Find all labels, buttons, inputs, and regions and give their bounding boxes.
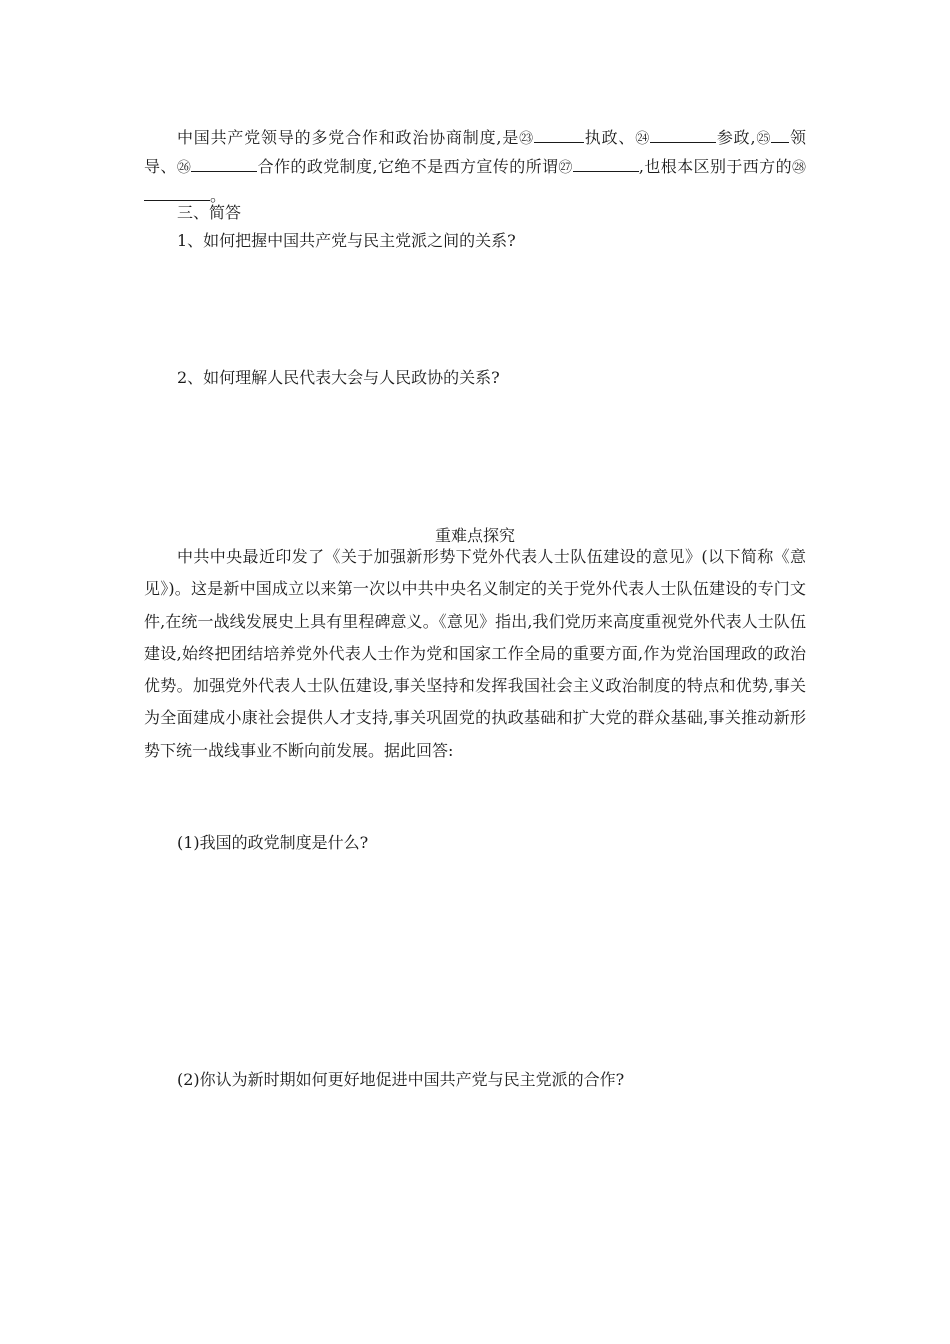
- blank-number: ㉕: [755, 131, 772, 147]
- question-1: 1、如何把握中国共产党与民主党派之间的关系?: [177, 231, 516, 250]
- blank-number: ㉓: [519, 131, 534, 147]
- sub-question-2: (2)你认为新时期如何更好地促进中国共产党与民主党派的合作?: [177, 1070, 625, 1089]
- paragraph-text: 合作的政党制度,它绝不是西方宣传的所谓: [257, 157, 559, 176]
- section-heading: 三、简答: [177, 203, 242, 222]
- sub-question-1: (1)我国的政党制度是什么?: [177, 833, 369, 852]
- material-passage: 中共中央最近印发了《关于加强新形势下党外代表人士队伍建设的意见》(以下简称《意见》)。这是新中国成立以来第一次以中共中央名义制定的关于党外代表人士队伍建设的专门文件,在统一战线发展史上具有里程碑意义。《意见》指出,我们党历来高度重视党外代表人士队伍建设,始终把团结培养党外代表人士作为党和国家工作全局的重要方面,作为党治国理政的政治优势。加强党外代表人士队伍建设,事关坚持和发挥我国社会主义政治制度的特点和优势,事关为全面建成小康社会提供人才支持,事关巩固党的执政基础和扩大党的群众基础,事关推动新形势下统一战线事业不断向前发展。据此回答:: [144, 547, 806, 760]
- paragraph-text: 参政,: [716, 128, 756, 147]
- answer-blank[interactable]: [144, 186, 210, 201]
- blank-number: ㉖: [176, 160, 192, 176]
- paragraph-text: 执政、: [583, 128, 636, 147]
- paragraph-text: ,也根本区别于西方的: [638, 157, 792, 176]
- answer-blank[interactable]: [771, 128, 789, 143]
- answer-blank[interactable]: [650, 128, 716, 143]
- paragraph-text: 领导、: [144, 128, 806, 176]
- question-2: 2、如何理解人民代表大会与人民政协的关系?: [177, 368, 500, 387]
- paragraph-text: 中国共产党领导的多党合作和政治协商制度,是: [177, 128, 520, 147]
- answer-blank[interactable]: [573, 157, 639, 172]
- blank-number: ㉗: [558, 160, 573, 176]
- blank-number: ㉔: [635, 131, 651, 147]
- blank-number: ㉘: [791, 160, 806, 176]
- answer-blank[interactable]: [534, 128, 584, 143]
- fill-in-paragraph: [144, 124, 806, 209]
- answer-blank[interactable]: [191, 157, 257, 172]
- section-title: 重难点探究: [434, 526, 515, 545]
- paragraph-text: 。: [210, 186, 227, 205]
